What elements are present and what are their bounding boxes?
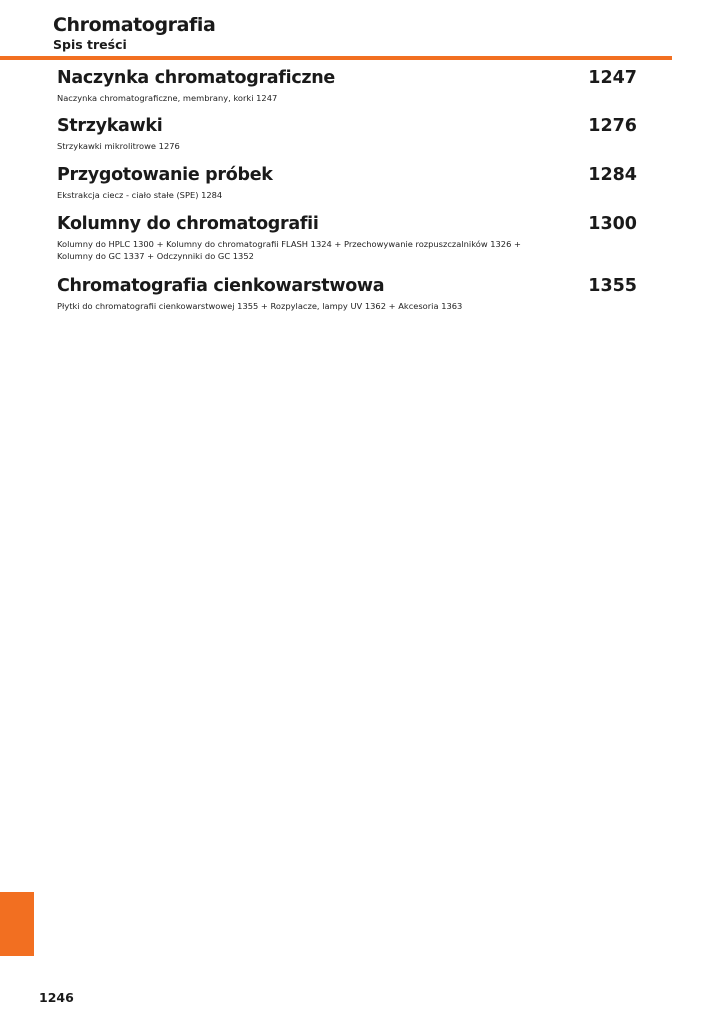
toc-description-line: Kolumny do GC 1337 + Odczynniki do GC 1352 [57, 250, 254, 261]
toc-row [57, 275, 637, 297]
toc-heading[interactable]: Kolumny do chromatografii [57, 214, 319, 234]
toc-page-number[interactable]: 1355 [588, 276, 637, 296]
page-subtitle: Spis treści [53, 37, 127, 52]
header-divider [0, 56, 672, 60]
toc-description [57, 93, 637, 105]
toc-description [57, 141, 637, 153]
toc-entry-przygotowanie[interactable] [57, 164, 637, 202]
toc-page-number[interactable]: 1300 [588, 214, 637, 234]
toc-heading[interactable]: Naczynka chromatograficzne [57, 68, 336, 88]
page-header [53, 14, 215, 53]
toc-description [57, 301, 637, 313]
toc-description-line: Naczynka chromatograficzne, membrany, korki 1247 [57, 93, 278, 103]
toc-row [57, 115, 637, 137]
page-title: Chromatografia [53, 14, 216, 36]
toc-description-line: Strzykawki mikrolitrowe 1276 [57, 141, 180, 151]
toc-description [57, 239, 637, 262]
side-tab-marker [0, 892, 34, 956]
toc-description-line: Płytki do chromatografii cienkowarstwowej 1355 + Rozpylacze, lampy UV 1362 + Akcesoria 1363 [57, 301, 463, 311]
toc-heading[interactable]: Chromatografia cienkowarstwowa [57, 276, 385, 296]
toc-entry-strzykawki[interactable] [57, 115, 637, 153]
toc-row [57, 67, 637, 89]
toc-description-line: Kolumny do HPLC 1300 + Kolumny do chromatografii FLASH 1324 + Przechowywanie rozpuszczalników 1326 + [57, 239, 521, 249]
footer-page-number: 1246 [39, 990, 74, 1005]
toc-entry-naczynka[interactable] [57, 67, 637, 105]
toc-heading[interactable]: Strzykawki [57, 116, 163, 136]
toc-page-number[interactable]: 1247 [588, 68, 637, 88]
toc-description-line: Ekstrakcja ciecz - ciało stałe (SPE) 1284 [57, 190, 223, 200]
toc-heading[interactable]: Przygotowanie próbek [57, 165, 273, 185]
toc-row [57, 213, 637, 235]
toc-page-number[interactable]: 1276 [588, 116, 637, 136]
toc-page-number[interactable]: 1284 [588, 165, 637, 185]
toc-entry-kolumny[interactable] [57, 213, 637, 262]
toc-description [57, 190, 637, 202]
toc-row [57, 164, 637, 186]
toc-entry-cienkowarstwowa[interactable] [57, 275, 637, 313]
